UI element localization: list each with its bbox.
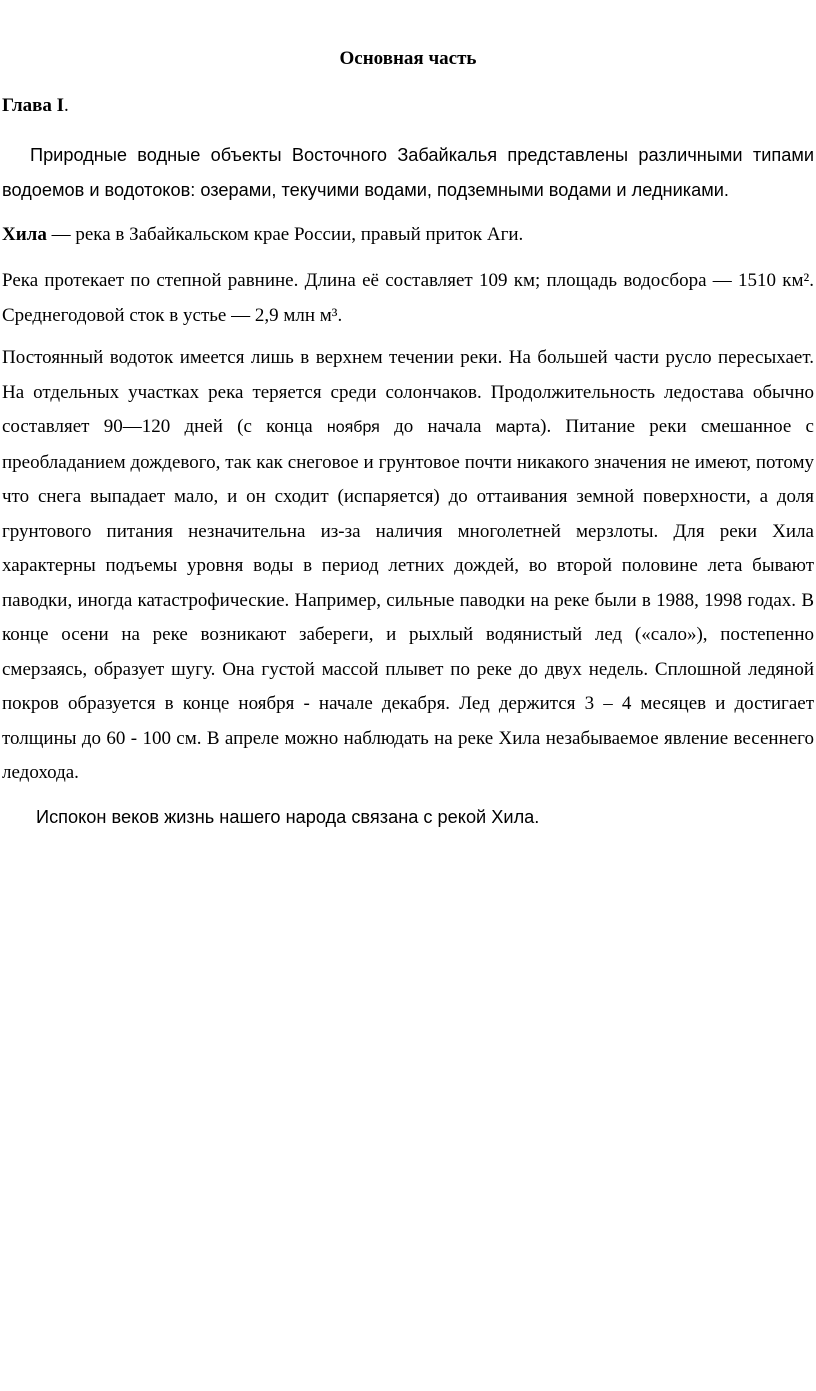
page-title: Основная часть xyxy=(339,48,477,69)
month-november: ноября xyxy=(326,419,380,436)
main-text-a: Постоянный водоток имеется лишь в верхнем течении реки. На большей части русло пересыхает. На отдельных участках река теряется среди солончаков. Продолжительность ледостава обычно составляет 90—120 дней (с конца xyxy=(2,347,814,437)
main-text-c: ). Питание реки смешанное с преобладанием дождевого, так как снеговое и грунтовое почти никакого значения не имеют, потому что снега выпадает мало, и он сходит (испаряется) до оттаивания земной поверхности, а доля грунтового питания незначительна из-за наличия многолетней мерзлоты. Для реки Хила характерны подъемы уровня воды в период летних дождей, во второй половине лета бывают паводки, иногда катастрофические. Например, сильные паводки на реке были в 1988, 1998 годах. В конце осени на реке возникают забереги, и рыхлый водянистый лед («сало»), постепенно смерзаясь, образует шугу. Она густой массой плывет по реке до двух недель. Сплошной ледяной покров образуется в конце ноября - начале декабря. Лед держится 3 – 4 месяцев и достигает толщины до 60 - 100 см. В апреле можно наблюдать на реке Хила незабываемое явление весеннего ледохода. xyxy=(2,416,814,783)
month-march: марта xyxy=(495,419,541,436)
main-paragraph xyxy=(2,341,814,791)
flow-paragraph: Река протекает по степной равнине. Длина её составляет 109 км; площадь водосбора — 1510 км². Среднегодовой сток в устье — 2,9 млн м³. xyxy=(2,270,814,326)
river-name-term: Хила xyxy=(2,224,47,245)
river-definition: — река в Забайкальском крае России, правый приток Аги. xyxy=(46,224,524,245)
chapter-label: Глава I xyxy=(2,95,65,116)
definition-paragraph xyxy=(2,218,814,253)
main-text-b: до начала xyxy=(379,416,496,437)
intro-paragraph: Природные водные объекты Восточного Забайкалья представлены различными типами водоемов и водотоков: озерами, текучими водами, подземными водами и ледниками. xyxy=(2,145,814,200)
chapter-heading xyxy=(2,93,69,119)
chapter-dot: . xyxy=(64,95,69,116)
closing-paragraph: Испокон веков жизнь нашего народа связана с рекой Хила. xyxy=(36,807,540,827)
